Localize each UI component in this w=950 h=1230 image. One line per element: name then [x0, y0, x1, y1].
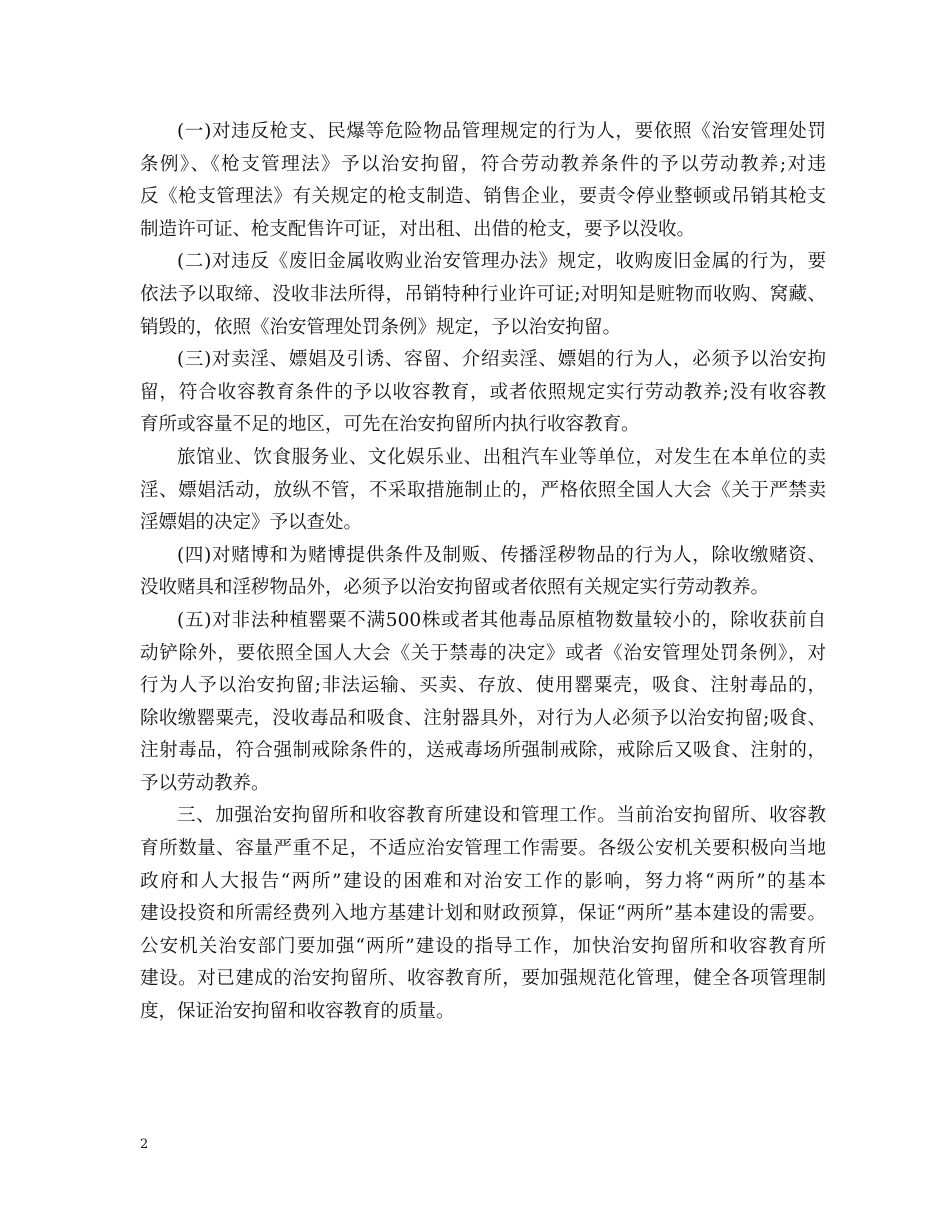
- paragraph-line: 注射毒品，符合强制戒除条件的，送戒毒场所强制戒除，戒除后又吸食、注射的，: [140, 740, 826, 762]
- paragraph-line: (二)对违反《废旧金属收购业治安管理办法》规定，收购废旧金属的行为，要: [177, 251, 826, 273]
- paragraph-line: 没收赌具和淫秽物品外，必须予以治安拘留或者依照有关规定实行劳动教养。: [140, 577, 770, 599]
- page-number: 2: [140, 1137, 149, 1152]
- paragraph-line: 育所或容量不足的地区，可先在治安拘留所内执行收容教育。: [140, 414, 640, 436]
- paragraph-line: 三、加强治安拘留所和收容教育所建设和管理工作。当前治安拘留所、收容教: [177, 805, 826, 827]
- paragraph-6: [140, 605, 826, 801]
- paragraph-line: 除收缴罂粟壳，没收毒品和吸食、注射器具外，对行为人必须予以治安拘留;吸食、: [140, 707, 826, 729]
- paragraph-line: 反《枪支管理法》有关规定的枪支制造、销售企业，要责令停业整顿或吊销其枪支: [140, 186, 826, 208]
- paragraph-7: [140, 800, 826, 1028]
- paragraph-5: [140, 540, 826, 605]
- paragraph-line: 制造许可证、枪支配售许可证，对出租、出借的枪支，要予以没收。: [140, 218, 696, 240]
- paragraph-line: 动铲除外，要依照全国人大会《关于禁毒的决定》或者《治安管理处罚条例》，对: [140, 642, 826, 664]
- paragraph-line: 旅馆业、饮食服务业、文化娱乐业、出租汽车业等单位，对发生在本单位的卖: [177, 446, 826, 468]
- paragraph-line: 度，保证治安拘留和收容教育的质量。: [140, 1001, 455, 1023]
- paragraph-1: [140, 116, 826, 246]
- paragraph-line: 依法予以取缔、没收非法所得，吊销特种行业许可证;对明知是赃物而收购、窝藏、: [140, 283, 826, 305]
- paragraph-line: 予以劳动教养。: [140, 772, 270, 794]
- paragraph-line: 留，符合收容教育条件的予以收容教育，或者依照规定实行劳动教养;没有收容教: [140, 381, 826, 403]
- paragraph-line: 育所数量、容量严重不足，不适应治安管理工作需要。各级公安机关要积极向当地: [140, 838, 826, 860]
- paragraph-line: 政府和人大报告“两所”建设的困难和对治安工作的影响，努力将“两所”的基本: [140, 870, 826, 892]
- paragraph-line: 公安机关治安部门要加强“两所”建设的指导工作，加快治安拘留所和收容教育所: [140, 935, 826, 957]
- paragraph-line: 行为人予以治安拘留;非法运输、买卖、存放、使用罂粟壳，吸食、注射毒品的，: [140, 675, 826, 697]
- paragraph-line: 淫嫖娼的决定》予以查处。: [140, 512, 363, 534]
- paragraph-line: (五)对非法种植罂粟不满500株或者其他毒品原植物数量较小的，除收获前自: [177, 609, 826, 631]
- paragraph-line: (三)对卖淫、嫖娼及引诱、容留、介绍卖淫、嫖娼的行为人，必须予以治安拘: [177, 349, 826, 371]
- paragraph-line: 销毁的，依照《治安管理处罚条例》规定，予以治安拘留。: [140, 316, 622, 338]
- paragraph-2: [140, 246, 826, 344]
- paragraph-4: [140, 442, 826, 540]
- paragraph-line: 淫、嫖娼活动，放纵不管，不采取措施制止的，严格依照全国人大会《关于严禁卖: [140, 479, 826, 501]
- paragraph-3: [140, 344, 826, 442]
- paragraph-line: 建设投资和所需经费列入地方基建计划和财政预算，保证“两所”基本建设的需要。: [140, 903, 826, 925]
- paragraph-line: 建设。对已建成的治安拘留所、收容教育所，要加强规范化管理，健全各项管理制: [140, 968, 826, 990]
- document-body: [140, 116, 826, 1029]
- paragraph-line: 条例》、《枪支管理法》予以治安拘留，符合劳动教养条件的予以劳动教养;对违: [140, 153, 826, 175]
- paragraph-line: (一)对违反枪支、民爆等危险物品管理规定的行为人，要依照《治安管理处罚: [177, 121, 826, 142]
- paragraph-line: (四)对赌博和为赌博提供条件及制贩、传播淫秽物品的行为人，除收缴赌资、: [177, 544, 826, 566]
